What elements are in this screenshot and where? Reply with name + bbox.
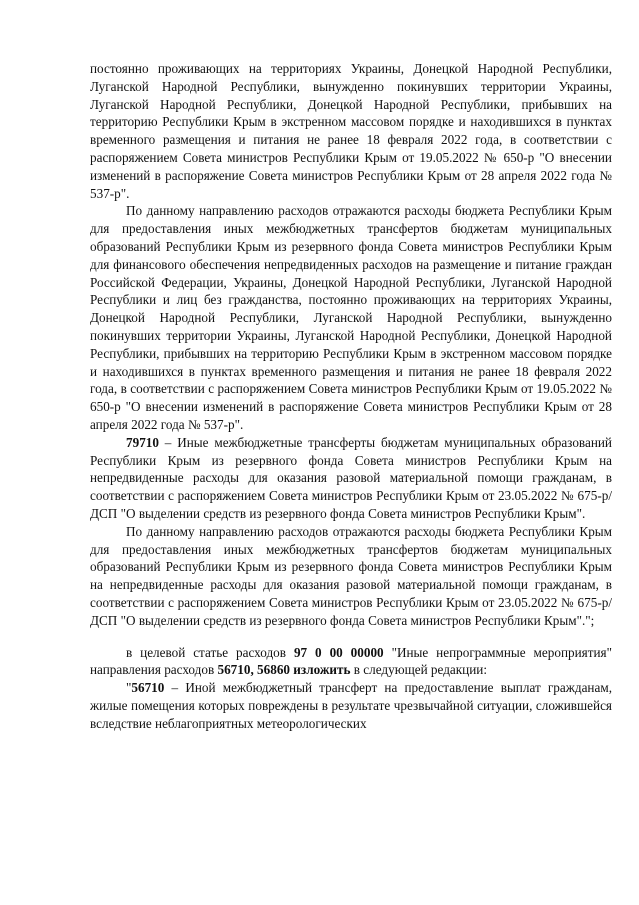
paragraph-3-code-79710 [90, 434, 612, 523]
quote-mark: " [126, 680, 132, 696]
paragraph-2: По данному направлению расходов отражаются расходы бюджета Республики Крым для предоставления иных межбюджетных трансфертов бюджетам муниципальных образований Республики Крым из резервного фонда Совета министров Республики Крым для финансового обеспечения непредвиденных расходов на размещение и питание граждан Российской Федерации, Украины, Донецкой Народной Республики, Луганской Народной Республики и лиц без гражданства, постоянно проживающих на территориях Украины, Донецкой Народной Республики, Луганской Народной Республики, вынужденно покинувших территории Украины, Луганской Народной Республики, Донецкой Народной Республики, прибывших на территорию Республики Крым в экстренном массовом порядке и находившихся в пунктах временного размещения и питания не ранее 18 февраля 2022 года, в соответствии с распоряжением Совета министров Республики Крым от 19.05.2022 № 650-р "О внесении изменений в распоряжение Совета министров Республики Крым от 28 апреля 2022 года № 537-р". [90, 203, 612, 432]
segment-4-codes: 56710, 56860 изложить [217, 662, 351, 678]
segment-2-code: 97 0 00 00000 [293, 644, 384, 660]
code-79710: 79710 [126, 434, 159, 450]
paragraph-5-target-article [90, 644, 612, 680]
segment-3: "Иные непрограммные мероприятия" направления расходов [90, 644, 612, 678]
paragraph-6-text: – Иной межбюджетный трансферт на предоставление выплат гражданам, жилые помещения которых повреждены в результате чрезвычайной ситуации, сложившейся вследствие неблагоприятных метеорологических [90, 680, 612, 731]
paragraph-3-text: – Иные межбюджетные трансферты бюджетам муниципальных образований Республики Крым из резервного фонда Совета министров Республики Крым на непредвиденные расходы для оказания разовой материальной помощи гражданам, в соответствии с распоряжением Совета министров Республики Крым от 23.05.2022 № 675-р/ДСП "О выделении средств из резервного фонда Совета министров Республики Крым". [90, 434, 612, 521]
paragraph-1: постоянно проживающих на территориях Украины, Донецкой Народной Республики, Луганской Народной Республики, вынужденно покинувших территории Украины, Луганской Народной Республики, Донецкой Народной Республики, прибывших на территорию Республики Крым в экстренном массовом порядке и находившихся в пунктах временного размещения и питания не ранее 18 февраля 2022 года, в соответствии с распоряжением Совета министров Республики Крым от 19.05.2022 № 650-р "О внесении изменений в распоряжение Совета министров Республики Крым от 28 апреля 2022 года № 537-р". [90, 61, 612, 201]
code-56710: 56710 [131, 680, 165, 696]
document-page [90, 60, 612, 732]
segment-1: в целевой статье расходов [126, 644, 294, 660]
paragraph-6-code-56710 [90, 679, 612, 732]
paragraph-4: По данному направлению расходов отражаются расходы бюджета Республики Крым для предоставления иных межбюджетных трансфертов бюджетам муниципальных образований Республики Крым из резервного фонда Совета министров Республики Крым на непредвиденные расходы для оказания разовой материальной помощи гражданам, в соответствии с распоряжением Совета министров Республики Крым от 23.05.2022 № 675-р/ДСП "О выделении средств из резервного фонда Совета министров Республики Крым"."; [90, 523, 612, 628]
paragraph-gap [90, 630, 612, 644]
segment-5: в следующей редакции: [350, 662, 488, 678]
